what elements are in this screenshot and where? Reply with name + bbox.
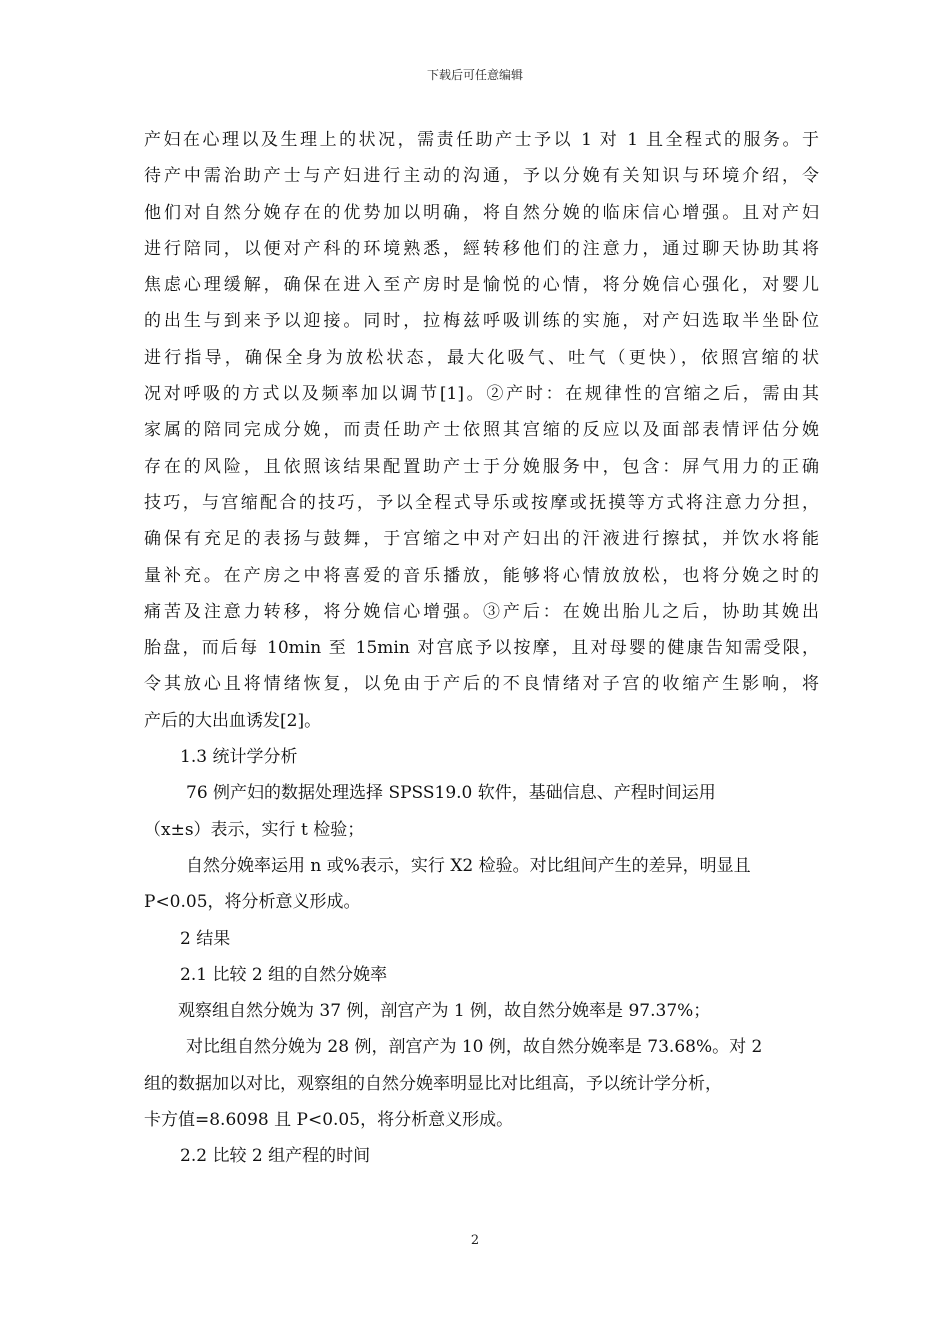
text-line: 痛苦及注意力转移，将分娩信心增强。③产后：在娩出胎儿之后，协助其娩出 [144,601,819,622]
document-body [144,122,819,1175]
text-line: 2.2 比较 2 组产程的时间 [180,1146,371,1167]
text-line: 2.1 比较 2 组的自然分娩率 [180,964,388,985]
text-line: 量补充。在产房之中将喜爱的音乐播放，能够将心情放放松，也将分娩之时的 [144,565,819,586]
text-line: 2 结果 [180,928,231,949]
text-line: 自然分娩率运用 n 或%表示，实行 X2 检验。对比组间产生的差异，明显且 [186,855,751,876]
page-number: 2 [470,1233,480,1248]
text-line: 组的数据加以对比，观察组的自然分娩率明显比对比组高，予以统计学分析， [144,1073,722,1094]
text-line: 令其放心且将情绪恢复，以免由于产后的不良情绪对子宫的收缩产生影响，将 [144,674,819,695]
text-line: 胎盘，而后每 10min 至 15min 对宫底予以按摩，且对母婴的健康告知需受限， [144,638,819,659]
text-line: 观察组自然分娩为 37 例，剖宫产为 1 例，故自然分娩率是 97.37%； [178,1001,711,1022]
text-line: 卡方值=8.6098 且 P<0.05，将分析意义形成。 [144,1110,514,1131]
text-line: 家属的陪同完成分娩，而责任助产士依照其宫缩的反应以及面部表情评估分娩 [144,420,819,441]
text-line: 他们对自然分娩存在的优势加以明确，将自然分娩的临床信心增强。且对产妇 [144,202,819,223]
text-line: 待产中需治助产士与产妇进行主动的沟通，予以分娩有关知识与环境介绍，令 [144,166,819,187]
text-line: 存在的风险，且依照该结果配置助产士于分娩服务中，包含：屏气用力的正确 [144,456,819,477]
text-line: 产后的大出血诱发[2]。 [144,710,322,731]
text-line: （x±s）表示，实行 t 检验； [144,819,365,840]
text-line: 对比组自然分娩为 28 例，剖宫产为 10 例，故自然分娩率是 73.68%。对 2 [186,1037,763,1058]
text-line: 况对呼吸的方式以及频率加以调节[1]。②产时：在规律性的宫缩之后，需由其 [144,384,819,405]
text-line: 的出生与到来予以迎接。同时，拉梅兹呼吸训练的实施，对产妇选取半坐卧位 [144,311,819,332]
text-line: 技巧，与宫缩配合的技巧，予以全程式导乐或按摩或抚摸等方式将注意力分担， [144,492,819,513]
text-line: P<0.05，将分析意义形成。 [144,892,361,913]
text-line: 确保有充足的表扬与鼓舞，于宫缩之中对产妇出的汗液进行擦拭，并饮水将能 [144,529,819,550]
text-line: 1.3 统计学分析 [180,747,298,768]
text-line: 焦虑心理缓解，确保在进入至产房时是愉悦的心情，将分娩信心强化，对婴儿 [144,275,819,296]
text-line: 产妇在心理以及生理上的状况，需责任助产士予以 1 对 1 且全程式的服务。于 [144,130,819,150]
text-line: 进行指导，确保全身为放松状态，最大化吸气、吐气（更快），依照宫缩的状 [144,347,819,368]
page-header: 下载后可任意编辑 [426,68,523,82]
text-line: 76 例产妇的数据处理选择 SPSS19.0 软件，基础信息、产程时间运用 [186,783,716,804]
text-line: 进行陪同，以便对产科的环境熟悉，經转移他们的注意力，通过聊天协助其将 [144,238,819,259]
